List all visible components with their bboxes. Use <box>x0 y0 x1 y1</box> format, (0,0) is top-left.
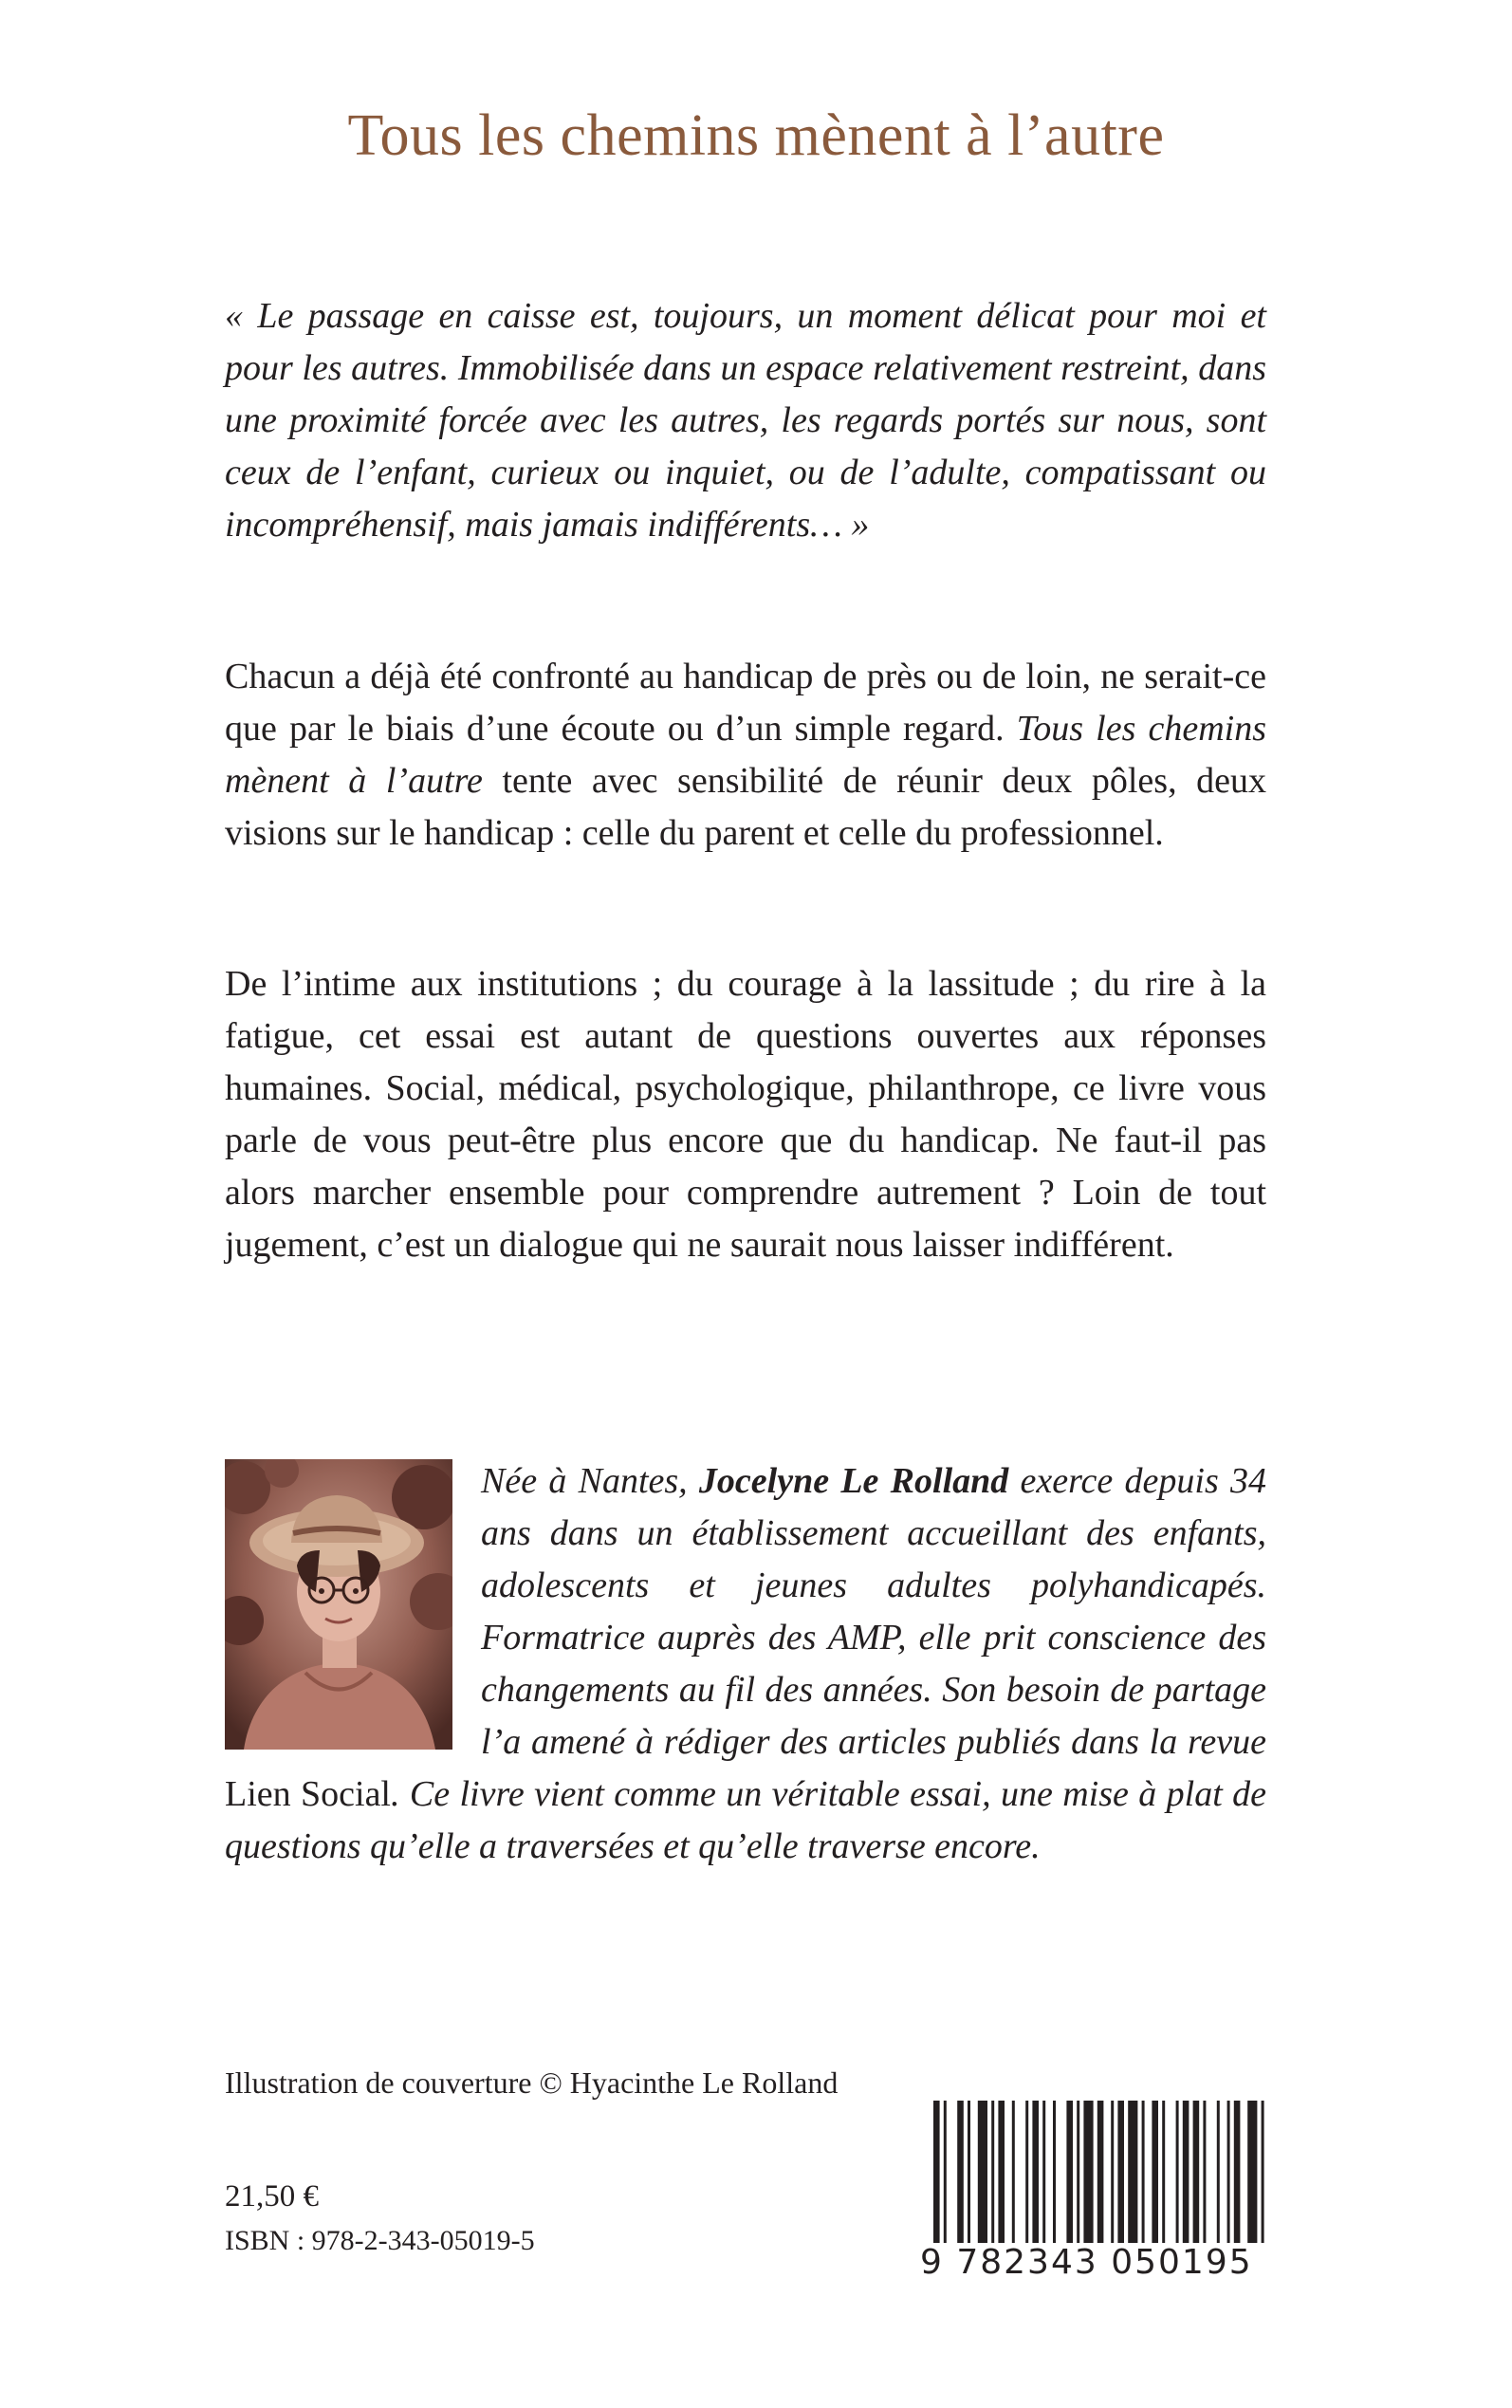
barcode-bar <box>998 2101 1005 2243</box>
barcode-bar <box>1032 2101 1039 2243</box>
cover-credit: Illustration de couverture © Hyacinthe Le Rolland <box>225 2065 839 2100</box>
barcode-bar <box>1083 2101 1093 2243</box>
summary-paragraph-1-text <box>225 651 1266 860</box>
barcode-bar <box>1247 2101 1257 2243</box>
barcode-bar <box>1234 2101 1241 2243</box>
quote-excerpt <box>225 290 1266 551</box>
barcode-bar <box>1176 2101 1179 2243</box>
barcode-bar <box>957 2101 964 2243</box>
barcode-bar <box>1203 2101 1206 2243</box>
barcode-bar <box>1217 2101 1220 2243</box>
barcode-bar <box>1097 2101 1104 2243</box>
barcode-bar <box>944 2101 947 2243</box>
barcode-bar <box>1262 2101 1264 2243</box>
quote-text: « Le passage en caisse est, toujours, un moment délicat pour moi et pour les autres. Immobilisée dans un espace relativement restreint, dans une proximité forcée avec les autres, les regards portés sur nous, sont ceux de l’enfant, curieux ou inquiet, ou de l’adulte, compatissant ou incompréhensif, mais jamais indifférents… » <box>225 296 1266 545</box>
barcode-bar <box>1162 2101 1165 2243</box>
barcode-bar <box>991 2101 994 2243</box>
bio-text-2: . Ce livre vient comme un véritable essai, une mise à plat de questions qu’elle a traversées et qu’elle traverse encore. <box>225 1774 1266 1866</box>
isbn: ISBN : 978-2-343-05019-5 <box>225 2225 535 2256</box>
paragraph-1-text-after: tente avec sensibilité de réunir deux pôles, deux visions sur le handicap : celle du parent et celle du professionnel. <box>225 761 1267 853</box>
barcode-bar <box>1066 2101 1073 2243</box>
bio-intro: Née à Nantes, <box>481 1461 699 1501</box>
barcode-bar <box>1183 2101 1189 2243</box>
barcode-bar <box>978 2101 987 2243</box>
barcode-digits: 9 782343 050195 <box>918 2243 1271 2282</box>
author-biography <box>225 1455 1266 1873</box>
barcode-bar <box>1142 2101 1145 2243</box>
barcode-bar <box>1152 2101 1158 2243</box>
journal-name: Lien Social <box>225 1774 391 1814</box>
barcode-bar <box>1077 2101 1079 2243</box>
barcode-bar <box>1025 2101 1028 2243</box>
barcode-bar <box>1227 2101 1230 2243</box>
bio-text-1: exerce depuis 34 ans dans un établissement accueillant des enfants, adolescents et jeunes adultes polyhandicapés. Formatrice auprès des AMP, elle prit conscience des changements au fil des années. Son besoin de partage l’a amené à rédiger des articles publiés dans la revue <box>481 1461 1266 1762</box>
summary-paragraph-2-text: De l’intime aux institutions ; du courage à la lassitude ; du rire à la fatigue, cet essai est autant de questions ouvertes aux réponses humaines. Social, médical, psychologique, philanthrope, ce livre vous parle de vous peut-être plus encore que du handicap. Ne faut-il pas alors marcher ensemble pour comprendre autrement ? Loin de tout jugement, c’est un dialogue qui ne saurait nous laisser indifférent. <box>225 964 1266 1265</box>
price: 21,50 € <box>225 2179 319 2214</box>
paragraph-1-text-before: Chacun a déjà été confronté au handicap de près ou de loin, ne serait-ce que par le biais d’une écoute ou d’un simple regard. <box>225 657 1266 749</box>
summary-paragraph-2 <box>225 958 1266 1271</box>
barcode-bar <box>1053 2101 1056 2243</box>
barcode-bar <box>1128 2101 1137 2243</box>
barcode-bar <box>1117 2101 1124 2243</box>
paragraph-1-book-title: Tous les chemins mènent à l’autre <box>225 709 1266 801</box>
barcode-bar <box>1012 2101 1015 2243</box>
book-title: Tous les chemins mènent à l’autre <box>347 103 1165 168</box>
author-name: Jocelyne Le Rolland <box>698 1461 1009 1501</box>
barcode-bar <box>933 2101 940 2243</box>
barcode-bar <box>1193 2101 1200 2243</box>
barcode-bar <box>1111 2101 1114 2243</box>
summary-paragraph-1 <box>225 651 1266 860</box>
barcode-bar <box>1042 2101 1045 2243</box>
barcode-bar <box>968 2101 970 2243</box>
